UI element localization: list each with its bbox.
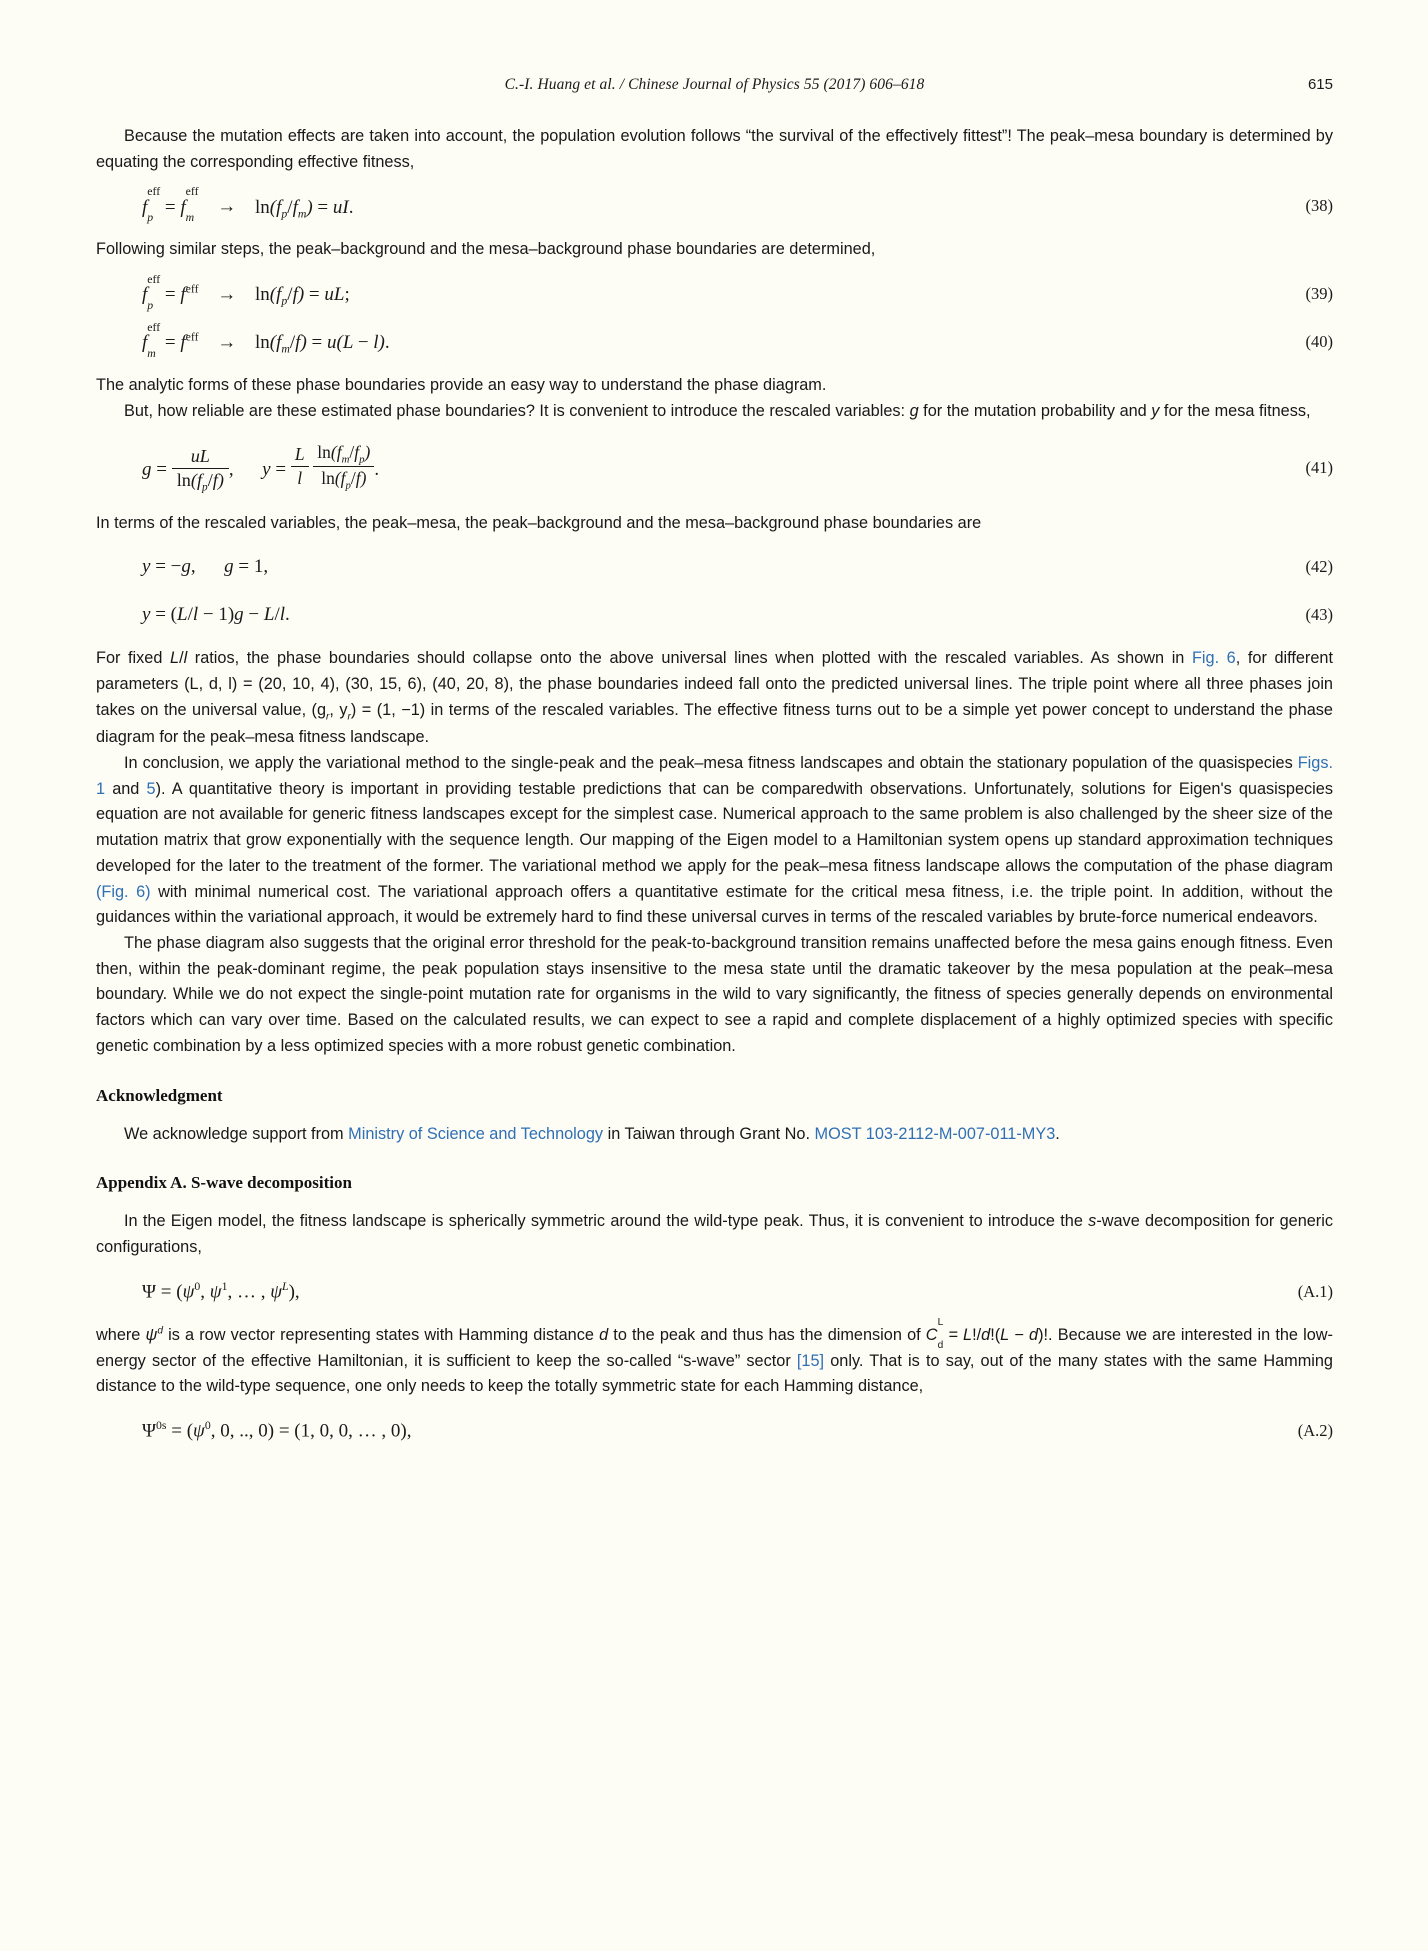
ack-text-a: We acknowledge support from bbox=[124, 1124, 349, 1143]
equation-38-number: (38) bbox=[1305, 196, 1333, 216]
running-head-citation: C.-I. Huang et al. / Chinese Journal of Physics 55 (2017) 606–618 bbox=[504, 76, 925, 93]
appx2-text-e: only. That is to say, out of the many states with the same Hamming distance to the wild-type sequence, one only needs to keep the totally symmetric state for each Hamming distance, bbox=[96, 1351, 1333, 1396]
fig-5-link[interactable]: 5 bbox=[146, 779, 156, 798]
paragraph-3: The analytic forms of these phase boundaries provide an easy way to understand the phase diagram. bbox=[96, 376, 827, 395]
running-head bbox=[96, 76, 1333, 98]
paragraph-6: For fixed L/l ratios, the phase boundaries should collapse onto the above universal lines when plotted with the rescaled variables. As shown in Fig. 6, for different parameters (L, d, l) = (20, 10, 4), (30, 15, 6), (40, 20, 8), the phase boundaries indeed fall onto the predicted universal lines. The triple point where all three phases join takes on the universal value, ($g_r$, $y_r) = (1$, −1) in terms of the rescaled variables. The effective fitness turns out to be a simple yet power concept to understand the phase diagram for the peak–mesa fitness landscape. bbox=[96, 649, 1333, 747]
paragraph-acknowledgment bbox=[96, 1122, 1333, 1148]
ack-text-b: in Taiwan through Grant No. bbox=[603, 1124, 815, 1143]
paragraph-appendix-1: In the Eigen model, the fitness landscape is spherically symmetric around the wild-type peak. Thus, it is convenient to introduce the s-wave decomposition for generic configurations, bbox=[96, 1212, 1333, 1257]
equation-43-number: (43) bbox=[1305, 605, 1333, 625]
equation-43-body: y = (L/l − 1)g − L/l. bbox=[142, 604, 290, 626]
ack-text-c: . bbox=[1055, 1124, 1060, 1143]
paragraph-6-a: For fixed bbox=[96, 649, 170, 668]
paragraph-4: But, how reliable are these estimated phase boundaries? It is convenient to introduce the rescaled variables: g for the mutation probability and y for the mesa fitness, bbox=[124, 401, 1311, 420]
paragraph-7-b: and bbox=[105, 779, 147, 798]
figure-6-link[interactable]: Fig. 6 bbox=[1191, 649, 1236, 668]
most-link[interactable]: Ministry of Science and Technology bbox=[348, 1124, 604, 1143]
appx2-text-a: where bbox=[96, 1325, 146, 1344]
equation-a1-number: (A.1) bbox=[1297, 1281, 1333, 1301]
equation-41-number: (41) bbox=[1305, 457, 1333, 477]
paragraph-6-c: , for different parameters (L, d, l) = (20, 10, 4), (30, 15, 6), (40, 20, 8), the phase boundaries indeed fall onto the predicted universal lines. The triple point where all three phases join takes on the universal value, (g bbox=[96, 649, 1333, 719]
equation-40-body: f eff m = $f^{eff} \to \ln(f_m/f) = u(L - l)$. bbox=[142, 321, 390, 361]
equation-43 bbox=[96, 598, 1333, 632]
equation-42 bbox=[96, 550, 1333, 584]
fig-6-link-2[interactable]: (Fig. 6) bbox=[96, 882, 151, 901]
paragraph-6-d: , y bbox=[329, 700, 348, 719]
equation-40 bbox=[96, 321, 1333, 361]
equation-39-number: (39) bbox=[1305, 284, 1333, 304]
page-number: 615 bbox=[1307, 76, 1333, 93]
equation-a1-body: $\Psi = (\psi^0$, $\psi^1$, … , $\psi^L$), bbox=[142, 1280, 300, 1303]
equation-38-body: f eff p = f eff m → $\ln(f_p/f_m)$ = uI. bbox=[142, 185, 354, 225]
paragraph-5: In terms of the rescaled variables, the peak–mesa, the peak–background and the mesa–background phase boundaries are bbox=[96, 513, 982, 532]
paragraph-4-c: for the mesa fitness, bbox=[1159, 401, 1311, 420]
paragraph-7-d: with minimal numerical cost. The variational approach offers a quantitative estimate for the critical mesa fitness, i.e. the triple point. In addition, without the guidances within the variational approach, it would be extremely hard to find these universal curves in terms of the rescaled variables by brute-force numerical endeavors. bbox=[96, 882, 1333, 927]
equation-42-number: (42) bbox=[1305, 557, 1333, 577]
paragraph-8: The phase diagram also suggests that the original error threshold for the peak-to-background transition remains unaffected before the mesa gains enough fitness. Even then, within the peak-dominant regime, the peak population stays insensitive to the mesa state until the dramatic takeover by the mesa population at the peak–mesa boundary. While we do not expect the single-point mutation rate for organisms in the wild to vary significantly, the fitness of species generally depends on environmental factors which can vary over time. Based on the calculated results, we can expect to see a rapid and complete displacement of a highly optimized species with specific genetic combination by a less optimized species with a more robust genetic combination. bbox=[96, 933, 1333, 1055]
appx2-text-b: is a row vector representing states with Hamming distance bbox=[162, 1325, 600, 1344]
paragraph-4-b: for the mutation probability and bbox=[918, 401, 1152, 420]
paragraph-6-b: ratios, the phase boundaries should collapse onto the above universal lines when plotted with the rescaled variables. As shown in bbox=[187, 649, 1192, 668]
paragraph-2: Following similar steps, the peak–background and the mesa–background phase boundaries are determined, bbox=[96, 240, 876, 259]
equation-41 bbox=[96, 439, 1333, 497]
grant-number-link[interactable]: MOST 103-2112-M-007-011-MY3 bbox=[814, 1124, 1056, 1143]
equation-a2 bbox=[96, 1414, 1333, 1448]
equation-41-body: g = $\frac{uL}{\ln(f_p/f)}$ , y = $\frac{L}{l}$ $\frac{\ln(f_m/f_p)}{\ln(f_p/f)}$ . bbox=[142, 441, 380, 494]
equation-38 bbox=[96, 185, 1333, 225]
appx2-text-c: to the peak and thus has the dimension of bbox=[608, 1325, 926, 1344]
equation-a2-body: $\Psi^{0s} = (\psi^0$, 0, .., 0) = (1, 0, 0, … , 0), bbox=[142, 1419, 412, 1442]
paragraph-7 bbox=[96, 751, 1333, 931]
equation-42-body: y = −g, g = 1, bbox=[142, 556, 269, 578]
paragraph-7-a: In conclusion, we apply the variational method to the single-peak and the peak–mesa fitness landscapes and obtain the stationary population of the quasispecies bbox=[124, 753, 1298, 772]
figs-1-link[interactable]: Figs. 1 bbox=[96, 753, 1333, 798]
appx-text-a: In the Eigen model, the fitness landscape is spherically symmetric around the wild-type peak. Thus, it is convenient to introduce the bbox=[124, 1212, 1089, 1231]
appx-text-b: -wave decomposition for generic configurations, bbox=[96, 1212, 1333, 1257]
equation-39 bbox=[96, 273, 1333, 313]
equation-a1 bbox=[96, 1275, 1333, 1309]
equation-40-number: (40) bbox=[1305, 332, 1333, 352]
heading-appendix-a: Appendix A. S-wave decomposition bbox=[96, 1173, 352, 1193]
paragraph-7-c: ). A quantitative theory is important in providing testable predictions that can be comparedwith observations. Unfortunately, solutions for Eigen's quasispecies equation are not available for generic fitness landscapes except for the simplest case. Numerical approach to the same problem is also challenged by the sheer size of the mutation matrix that grow exponentially with the sequence length. Our mapping of the Eigen model to a Hamiltonian system opens up standard approximation techniques developed for the later to the treatment of the former. The variational method we apply for the peak–mesa fitness landscape allows the computation of the phase diagram bbox=[96, 779, 1333, 875]
reference-15-link[interactable]: [15] bbox=[796, 1351, 825, 1370]
heading-acknowledgment: Acknowledgment bbox=[96, 1085, 223, 1105]
paragraph-4-a: But, how reliable are these estimated phase boundaries? It is convenient to introduce the rescaled variables: bbox=[124, 401, 910, 420]
paragraph-1: Because the mutation effects are taken into account, the population evolution follows “the survival of the effectively fittest”! The peak–mesa boundary is determined by equating the corresponding effective fitness, bbox=[96, 127, 1333, 171]
equation-a2-number: (A.2) bbox=[1297, 1421, 1333, 1441]
paragraph-6-e: ) = (1, −1) in terms of the rescaled variables. The effective fitness turns out to be a simple yet power concept to understand the phase diagram for the peak–mesa fitness landscape. bbox=[96, 700, 1333, 747]
equation-39-body: f eff p = $f^{eff} \to \ln(f_p/f)$ = uL; bbox=[142, 273, 350, 313]
page-content bbox=[96, 76, 1333, 1462]
paragraph-appendix-2: where $\psi^d$ is a row vector representing states with Hamming distance d to the peak and thus has the dimension of C L d = L!/d!(L − d)!. Because we are interested in the low-energy sector of the effective Hamiltonian, it is sufficient to keep the so-called “s-wave” sector [15] only. That is to say, out of the many states with the same Hamming distance to the wild-type sequence, one only needs to keep the totally symmetric state for each Hamming distance, bbox=[96, 1317, 1333, 1396]
appx2-text-d: . Because we are interested in the low-energy sector of the effective Hamiltonian, it is sufficient to keep the so-called “s-wave” sector bbox=[96, 1325, 1333, 1370]
